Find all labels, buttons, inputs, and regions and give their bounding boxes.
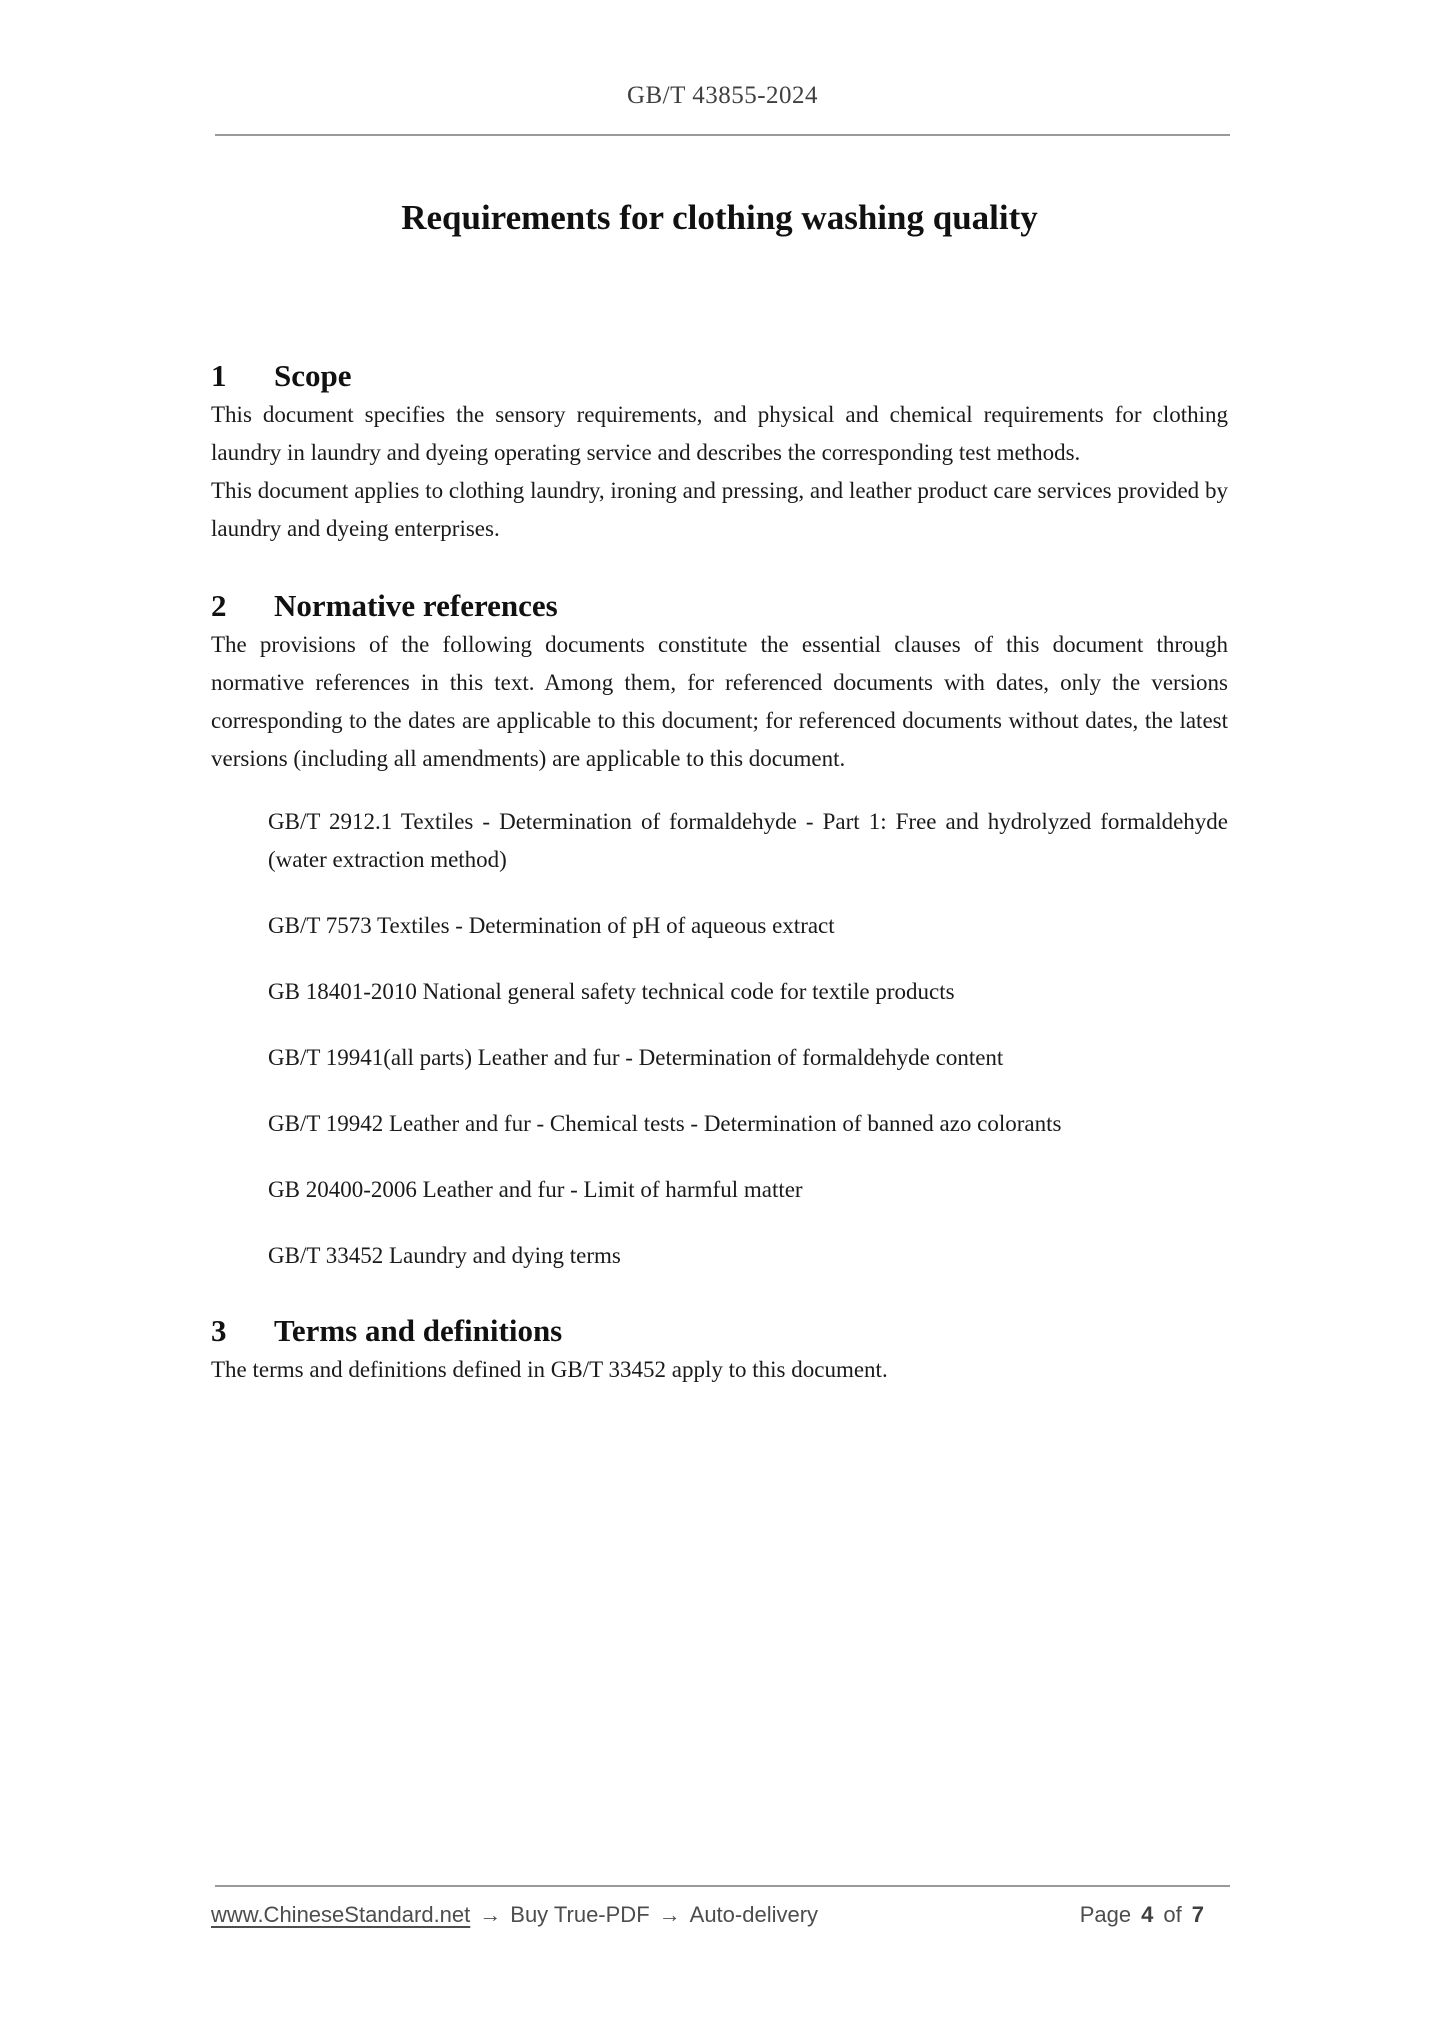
section-heading-normative-references xyxy=(211,586,1228,626)
total-page-number: 7 xyxy=(1191,1902,1204,1927)
document-title: Requirements for clothing washing quality xyxy=(401,198,1038,237)
website-link[interactable]: www.ChineseStandard.net xyxy=(211,1902,471,1927)
section-heading-terms-and-definitions xyxy=(211,1311,1228,1351)
reference-item: GB/T 33452 Laundry and dying terms xyxy=(268,1243,621,1268)
reference-list xyxy=(211,803,1228,1275)
document-number: GB/T 43855-2024 xyxy=(626,82,819,109)
reference-item: GB/T 2912.1 Textiles - Determination of formaldehyde - Part 1: Free and hydrolyzed formaldehyde (water extraction method) xyxy=(268,809,1228,872)
reference-item: GB 20400-2006 Leather and fur - Limit of harmful matter xyxy=(268,1177,803,1202)
footer-info xyxy=(211,1902,818,1928)
page-content xyxy=(211,0,1228,1389)
page-footer xyxy=(211,1902,1228,1928)
reference-item: GB 18401-2010 National general safety technical code for textile products xyxy=(268,979,955,1004)
arrow-right-icon: → xyxy=(479,1902,502,1927)
footer-buy-text: Buy True-PDF xyxy=(510,1902,650,1927)
reference-item: GB/T 7573 Textiles - Determination of pH of aqueous extract xyxy=(268,913,835,938)
terms-paragraph: The terms and definitions defined in GB/T 33452 apply to this document. xyxy=(211,1357,888,1382)
of-label: of xyxy=(1163,1902,1182,1927)
section-heading-scope xyxy=(211,356,1228,396)
arrow-right-icon: → xyxy=(658,1902,681,1927)
page-label: Page xyxy=(1079,1902,1132,1927)
reference-item: GB/T 19941(all parts) Leather and fur - Determination of formaldehyde content xyxy=(268,1045,1004,1070)
scope-paragraph: This document applies to clothing laundry, ironing and pressing, and leather product care services provided by laundry and dyeing enterprises. xyxy=(211,478,1228,541)
section-number: 2 xyxy=(211,588,227,623)
section-title: Terms and definitions xyxy=(274,1313,563,1348)
current-page-number: 4 xyxy=(1141,1902,1154,1927)
section-title: Scope xyxy=(274,358,352,393)
normative-references-intro: The provisions of the following documents constitute the essential clauses of this document through normative references in this text. Among them, for referenced documents with dates, only the versions corresponding to the dates are applicable to this document; for referenced documents without dates, the latest versions (including all amendments) are applicable to this document. xyxy=(211,632,1228,771)
footer-divider xyxy=(215,1885,1230,1887)
scope-paragraph: This document specifies the sensory requirements, and physical and chemical requirements for clothing laundry in laundry and dyeing operating service and describes the corresponding test methods. xyxy=(211,402,1228,465)
section-number: 1 xyxy=(211,358,227,393)
reference-item: GB/T 19942 Leather and fur - Chemical tests - Determination of banned azo colorants xyxy=(268,1111,1062,1136)
footer-delivery-text: Auto-delivery xyxy=(689,1902,819,1927)
page-indicator xyxy=(1080,1902,1204,1928)
section-title: Normative references xyxy=(274,588,558,623)
section-number: 3 xyxy=(211,1313,227,1348)
